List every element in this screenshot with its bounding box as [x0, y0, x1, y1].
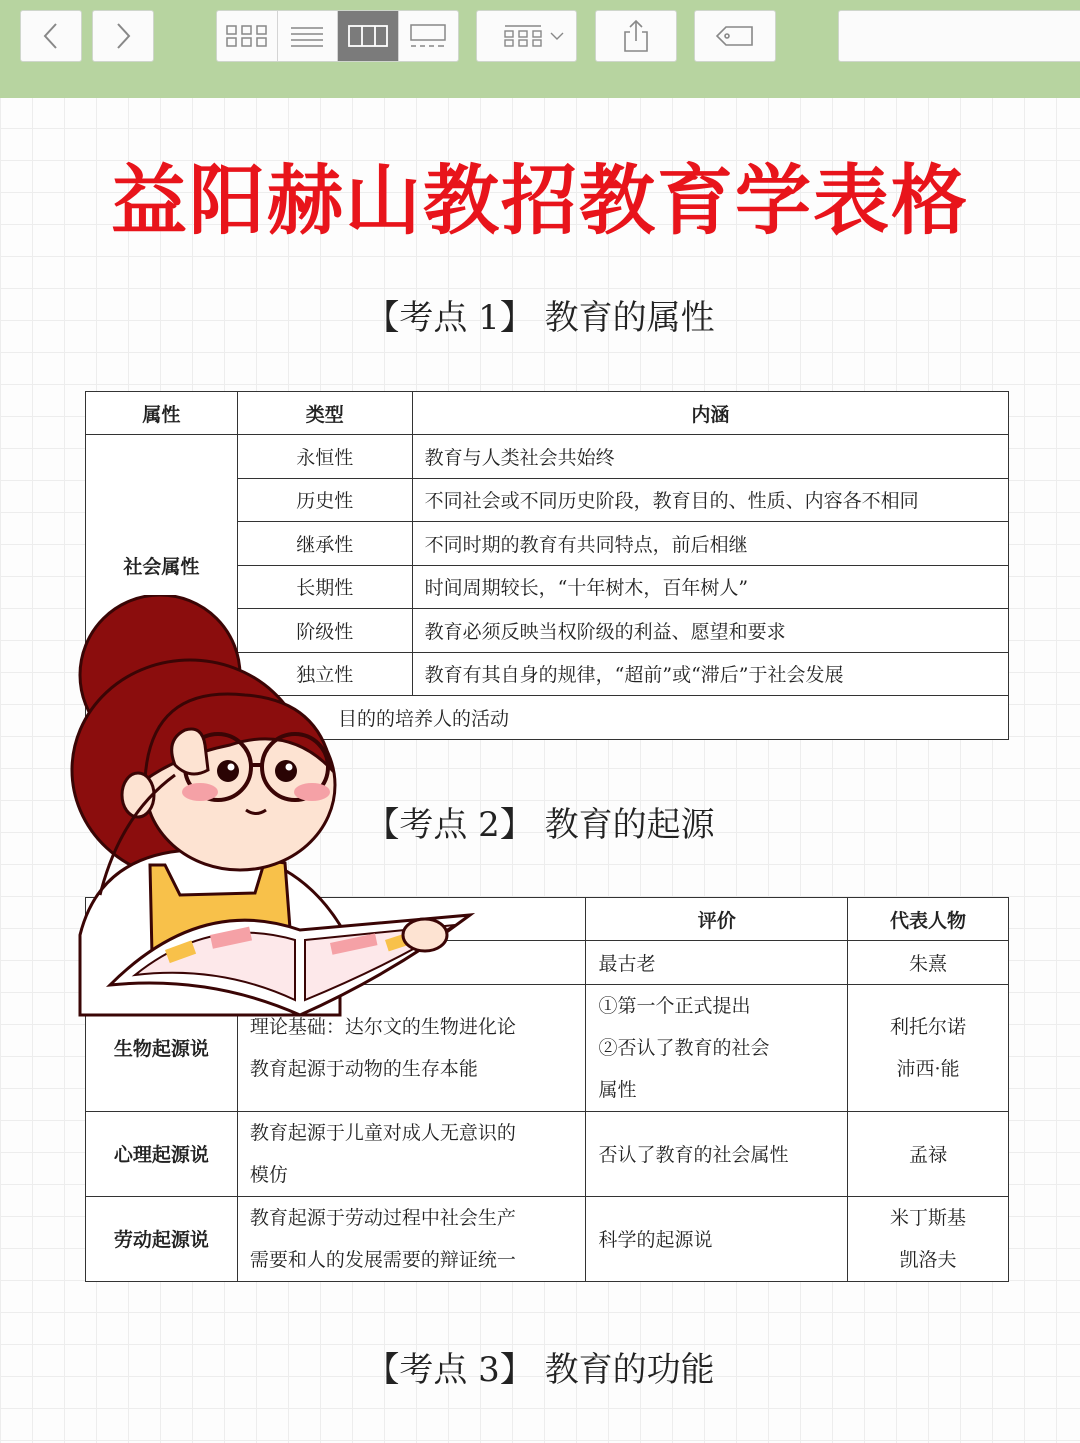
evaluation-cell: 最古老 [586, 941, 848, 985]
people-line: 利托尔诺 [890, 1015, 967, 1038]
people-line: 凯洛夫 [899, 1248, 957, 1271]
theory-name-cell: 生物起源说 [86, 984, 238, 1111]
content-line: 理论基础：达尔文的生物进化论 [249, 1015, 516, 1038]
people-cell: 孟禄 [848, 1111, 1009, 1196]
content-cell [237, 1196, 586, 1281]
type-cell: 历史性 [237, 478, 412, 522]
content-cell: 时间周期较长，“十年树木，百年树人” [412, 565, 1008, 609]
gallery-view-icon [408, 23, 448, 49]
last-row-cell: 目的的培养人的活动 [86, 696, 1009, 740]
grid-view-button[interactable] [217, 11, 278, 61]
group-label-cell: 社会属性 [86, 435, 238, 696]
girl-reading-book-illustration [40, 595, 490, 1045]
table-header-cell: 属性 [86, 392, 238, 435]
section-2-title: 【考点 2】 教育的起源 [365, 805, 715, 845]
content-line: 教育起源于儿童对成人无意识的 [249, 1121, 516, 1144]
column-view-button[interactable] [338, 11, 399, 61]
section-3-title: 【考点 3】 教育的功能 [365, 1350, 715, 1390]
view-mode-segmented-control [216, 10, 459, 62]
gallery-view-button[interactable] [399, 11, 459, 61]
toolbar [0, 0, 1080, 98]
content-line: 教育起源于动物的生存本能 [249, 1057, 478, 1080]
share-icon [621, 19, 651, 53]
back-button[interactable] [20, 10, 82, 62]
page-title: 益阳赫山教招教育学表格 [111, 156, 969, 245]
list-view-button[interactable] [278, 11, 339, 61]
type-cell: 阶级性 [237, 609, 412, 653]
chevron-right-icon [113, 21, 133, 51]
group-by-button[interactable] [476, 10, 577, 62]
evaluation-line: ②否认了教育的社会 [598, 1036, 770, 1059]
content-cell: 教育与人类社会共始终 [412, 435, 1008, 479]
type-cell: 独立性 [237, 652, 412, 696]
column-view-icon [348, 24, 388, 48]
evaluation-cell: 科学的起源说 [586, 1196, 848, 1281]
evaluation-line: ①第一个正式提出 [598, 994, 751, 1017]
content-line: 教育起源于劳动过程中社会生产 [249, 1206, 516, 1229]
content-line: 需要和人的发展需要的辩证统一 [249, 1248, 516, 1271]
content-line: 模仿 [249, 1163, 288, 1186]
content-cell: 不同时期的教育有共同特点，前后相继 [412, 522, 1008, 566]
type-cell: 永恒性 [237, 435, 412, 479]
content-cell [237, 1111, 586, 1196]
search-box[interactable] [838, 10, 1080, 62]
chevron-left-icon [41, 21, 61, 51]
table-row [86, 435, 1009, 479]
list-view-icon [289, 23, 325, 49]
type-cell: 长期性 [237, 565, 412, 609]
forward-button[interactable] [92, 10, 154, 62]
table-row [86, 1111, 1009, 1196]
people-line: 米丁斯基 [890, 1206, 967, 1229]
people-cell [848, 984, 1009, 1111]
theory-name-cell: 劳动起源说 [86, 1196, 238, 1281]
table-header-row [86, 392, 1009, 435]
tag-button[interactable] [694, 10, 776, 62]
content-cell: 教育必须反映当权阶级的利益、愿望和要求 [412, 609, 1008, 653]
people-cell: 朱熹 [848, 941, 1009, 985]
section-1-title: 【考点 1】 教育的属性 [365, 298, 715, 338]
content-cell: 教育有其自身的规律，“超前”或“滞后”于社会发展 [412, 652, 1008, 696]
table-header-cell: 评价 [586, 898, 848, 941]
search-input[interactable] [855, 16, 1080, 56]
table-header-cell: 类型 [237, 392, 412, 435]
people-line: 沛西·能 [896, 1057, 960, 1080]
evaluation-cell: 否认了教育的社会属性 [586, 1111, 848, 1196]
type-cell: 继承性 [237, 522, 412, 566]
share-button[interactable] [595, 10, 677, 62]
group-by-icon [487, 23, 567, 49]
content-cell: 不同社会或不同历史阶段，教育目的、性质、内容各不相同 [412, 478, 1008, 522]
people-cell [848, 1196, 1009, 1281]
table-header-cell: 内涵 [412, 392, 1008, 435]
evaluation-line: 属性 [598, 1078, 637, 1101]
evaluation-cell [586, 984, 848, 1111]
grid-view-icon [225, 23, 269, 49]
tag-icon [714, 24, 756, 48]
table-header-cell: 代表人物 [848, 898, 1009, 941]
table-row [86, 1196, 1009, 1281]
theory-name-cell: 心理起源说 [86, 1111, 238, 1196]
